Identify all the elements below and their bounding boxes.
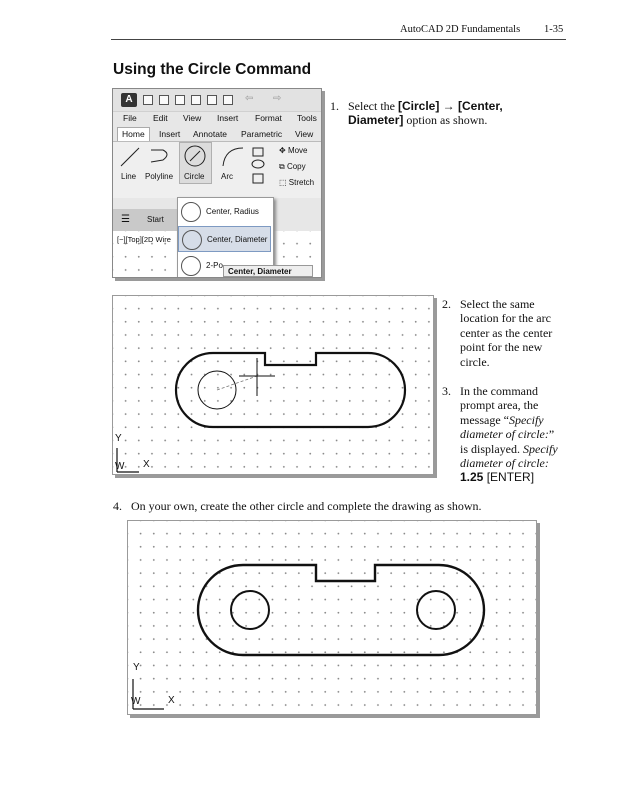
menu-bar (113, 111, 321, 125)
drawing-step-4[interactable] (127, 520, 537, 715)
plot-icon[interactable] (207, 95, 217, 105)
start-tab-bar (113, 209, 177, 231)
option-center-radius[interactable] (178, 199, 271, 225)
step-4-text: On your own, create the other circle and complete the drawing as shown. (131, 499, 482, 513)
header-rule (111, 39, 566, 40)
step-4 (113, 499, 593, 515)
center-radius-icon (181, 202, 201, 222)
start-tab[interactable]: Start (147, 215, 164, 224)
tool-copy-label: Copy (286, 162, 306, 171)
step-3-l6: diameter of circle: (460, 456, 549, 471)
tool-move[interactable]: ✥ Move (279, 146, 308, 155)
ribbon-tabs (113, 127, 321, 142)
step-2-line: point for the new (460, 340, 543, 355)
save-as-icon[interactable] (191, 95, 201, 105)
ucs-x-label: X (168, 695, 175, 706)
draw-panel (113, 142, 321, 198)
step-2-text (460, 297, 552, 369)
step-3-text (460, 384, 558, 485)
slot-sketch-1 (113, 296, 433, 474)
ucs-y-label: Y (115, 433, 122, 444)
step-2 (442, 297, 592, 373)
step-3-l4-quote: ” (548, 427, 555, 442)
option-center-diameter[interactable] (178, 226, 271, 252)
ucs-w-label: W (115, 461, 125, 472)
section-title: Using the Circle Command (113, 61, 312, 78)
ucs-y-label: Y (133, 662, 140, 673)
tool-move-label: Move (287, 146, 308, 155)
quick-access-toolbar (113, 89, 321, 112)
option-center-radius-label: Center, Radius (206, 207, 259, 216)
step-3-l3-italic: Specify (508, 412, 544, 427)
tab-insert[interactable]: Insert (159, 129, 181, 139)
hamburger-icon[interactable]: ☰ (121, 214, 130, 225)
step-3-l4: diameter of circle: (460, 427, 549, 442)
center-diameter-icon (182, 230, 202, 250)
step-3-l1: In the command (460, 384, 538, 398)
new-icon[interactable] (143, 95, 153, 105)
step-1-circle: [Circle] (397, 99, 440, 113)
menu-tools[interactable]: Tools (297, 113, 317, 123)
tab-annotate[interactable]: Annotate (193, 129, 228, 139)
step-3-value: 1.25 (460, 470, 484, 485)
viewport-label[interactable]: [−][Top][2D Wire (117, 235, 171, 244)
step-3-l3: message “ (460, 412, 509, 427)
step-3-l5-italic: Specify (523, 441, 558, 456)
print-icon[interactable] (223, 95, 233, 105)
tab-view[interactable]: View (295, 129, 314, 139)
step-3-l2: prompt area, the (460, 398, 539, 413)
step-1 (330, 99, 530, 129)
tool-polyline[interactable]: Polyline (145, 172, 174, 181)
step-1-text (348, 99, 503, 128)
running-header: AutoCAD 2D Fundamentals (400, 24, 521, 35)
save-icon[interactable] (175, 95, 185, 105)
step-1-center: [Center, (458, 99, 503, 113)
menu-insert[interactable]: Insert (217, 113, 239, 123)
tool-stretch-label: Stretch (288, 178, 315, 187)
step-1-number: 1. (330, 99, 339, 113)
menu-format[interactable]: Format (255, 113, 282, 123)
tool-stretch[interactable]: ⬚ Stretch (279, 178, 315, 187)
ucs-w-label: W (131, 696, 141, 707)
step-4-number: 4. (113, 499, 122, 513)
application-button[interactable]: A (121, 93, 137, 107)
menu-view[interactable]: View (183, 113, 202, 123)
redo-icon[interactable]: ⇨ (273, 93, 282, 104)
page-number: 1-35 (544, 24, 564, 35)
tool-copy[interactable]: ⧉ Copy (279, 162, 306, 171)
tab-parametric[interactable]: Parametric (241, 129, 283, 139)
step-1-diameter: Diameter] (348, 113, 404, 128)
undo-icon[interactable]: ⇦ (245, 93, 254, 104)
drawing-step-2[interactable] (112, 295, 434, 475)
menu-edit[interactable]: Edit (153, 113, 168, 123)
step-1-pre: Select the (348, 99, 398, 113)
step-2-line: circle. (460, 354, 490, 369)
two-point-icon (181, 256, 201, 276)
tooltip: Center, Diameter (223, 265, 313, 277)
step-3 (442, 384, 592, 488)
step-3-number: 3. (442, 384, 451, 398)
step-1-arrow: → (439, 99, 458, 113)
step-3-l5: is displayed. (460, 441, 523, 456)
ucs-x-label: X (143, 459, 150, 470)
option-center-diameter-label: Center, Diameter (207, 235, 268, 244)
menu-file[interactable]: File (123, 113, 137, 123)
step-2-number: 2. (442, 297, 451, 311)
step-2-line: Select the same (460, 297, 535, 311)
option-2-point-label: 2-Po (206, 261, 223, 270)
slot-sketch-2 (128, 521, 536, 714)
tool-line[interactable]: Line (121, 172, 137, 181)
step-3-enter: [ENTER] (483, 470, 535, 485)
open-icon[interactable] (159, 95, 169, 105)
tool-arc[interactable]: Arc (221, 172, 233, 181)
step-2-line: location for the arc (460, 311, 551, 326)
tab-home[interactable]: Home (117, 127, 150, 141)
step-2-line: center as the center (460, 325, 553, 340)
step-1-post: option as shown. (403, 113, 488, 128)
ribbon-screenshot (112, 88, 322, 278)
tool-circle[interactable]: Circle (184, 172, 205, 181)
